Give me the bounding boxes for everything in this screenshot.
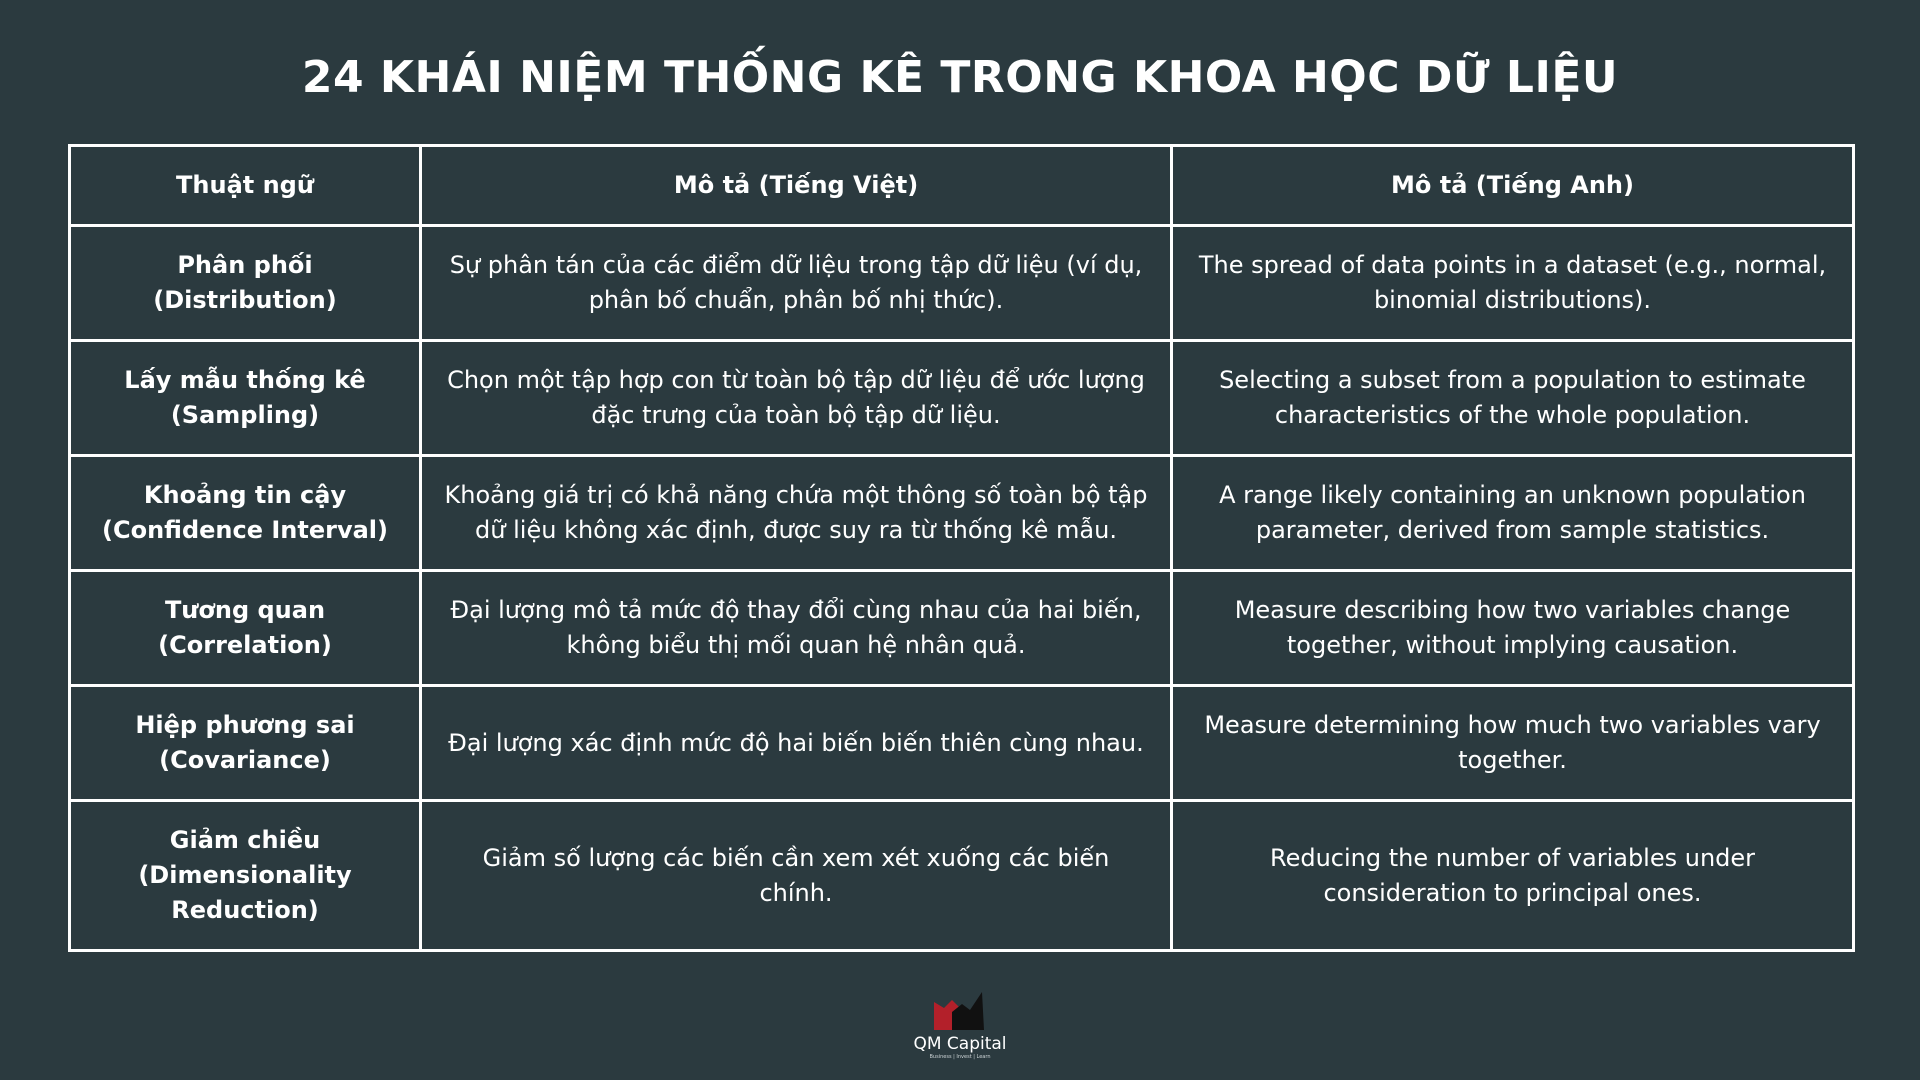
glossary-table xyxy=(68,144,1855,952)
table-row xyxy=(70,686,1854,801)
table-row xyxy=(70,341,1854,456)
english-description-cell: Reducing the number of variables under consideration to principal ones. xyxy=(1172,801,1854,951)
vietnamese-description-cell: Sự phân tán của các điểm dữ liệu trong tập dữ liệu (ví dụ, phân bố chuẩn, phân bố nhị thức). xyxy=(421,226,1172,341)
page-title: 24 KHÁI NIỆM THỐNG KÊ TRONG KHOA HỌC DỮ LIỆU xyxy=(301,52,1619,103)
term-cell: Lấy mẫu thống kê (Sampling) xyxy=(70,341,421,456)
english-description-cell: The spread of data points in a dataset (e.g., normal, binomial distributions). xyxy=(1172,226,1854,341)
english-description-cell: A range likely containing an unknown population parameter, derived from sample statistics. xyxy=(1172,456,1854,571)
english-description-cell: Selecting a subset from a population to estimate characteristics of the whole population. xyxy=(1172,341,1854,456)
vietnamese-description-cell: Chọn một tập hợp con từ toàn bộ tập dữ liệu để ước lượng đặc trưng của toàn bộ tập dữ liệu. xyxy=(421,341,1172,456)
logo-tagline: Business | Invest | Learn xyxy=(929,1054,991,1060)
qm-capital-logo xyxy=(900,990,1020,1061)
vietnamese-description-cell: Đại lượng mô tả mức độ thay đổi cùng nhau của hai biến, không biểu thị mối quan hệ nhân quả. xyxy=(421,571,1172,686)
table-row xyxy=(70,571,1854,686)
term-cell: Khoảng tin cậy (Confidence Interval) xyxy=(70,456,421,571)
term-cell: Giảm chiều (Dimensionality Reduction) xyxy=(70,801,421,951)
header-term: Thuật ngữ xyxy=(70,146,421,226)
term-cell: Tương quan (Correlation) xyxy=(70,571,421,686)
table-row xyxy=(70,226,1854,341)
table-row xyxy=(70,456,1854,571)
vietnamese-description-cell: Đại lượng xác định mức độ hai biến biến thiên cùng nhau. xyxy=(421,686,1172,801)
english-description-cell: Measure describing how two variables change together, without implying causation. xyxy=(1172,571,1854,686)
qm-capital-logo-icon xyxy=(932,990,988,1032)
header-english-description: Mô tả (Tiếng Anh) xyxy=(1172,146,1854,226)
logo-brand-name: QM Capital xyxy=(913,1034,1007,1054)
table-row xyxy=(70,801,1854,951)
term-cell: Phân phối (Distribution) xyxy=(70,226,421,341)
table-header-row xyxy=(70,146,1854,226)
vietnamese-description-cell: Khoảng giá trị có khả năng chứa một thông số toàn bộ tập dữ liệu không xác định, được suy ra từ thống kê mẫu. xyxy=(421,456,1172,571)
vietnamese-description-cell: Giảm số lượng các biến cần xem xét xuống các biến chính. xyxy=(421,801,1172,951)
english-description-cell: Measure determining how much two variables vary together. xyxy=(1172,686,1854,801)
term-cell: Hiệp phương sai (Covariance) xyxy=(70,686,421,801)
header-vietnamese-description: Mô tả (Tiếng Việt) xyxy=(421,146,1172,226)
